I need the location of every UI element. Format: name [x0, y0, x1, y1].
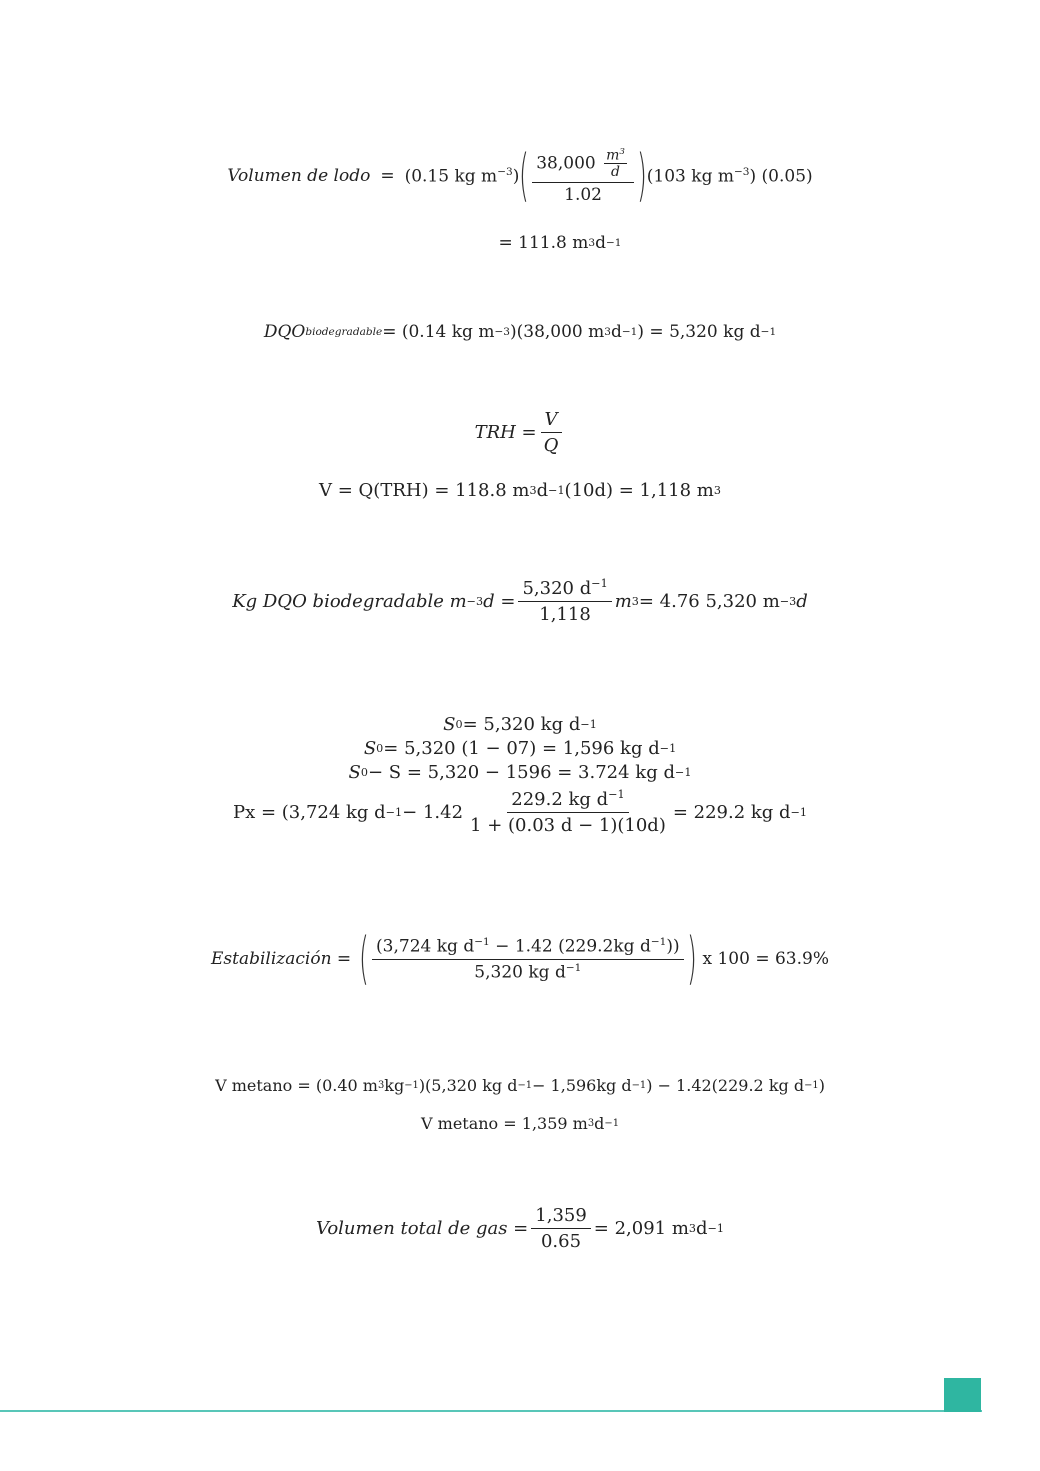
eq-volumen-lodo [0, 140, 1040, 212]
eq9-fraction: $\frac{1,359}{0.65}$ [531, 1205, 591, 1252]
eq7-left-paren: ( [359, 926, 370, 991]
eq1-factor2: (103 kg $m^{-3}$) (0.05) [646, 165, 813, 187]
eq-v-metano-result: V metano = 1,359 m 3 d −1 [421, 1113, 619, 1133]
eq1-right-paren: ) [636, 143, 647, 208]
eq-px: Px = (3,724 kg d −1 − 1.42 $\frac{229.2 kg d^{-1}}{1 + (0.03 d - 1)(10d)}$ = 229.2 kg d −1 [232, 788, 808, 836]
eq3-fraction: $\frac{V}{Q}$ [540, 409, 563, 456]
eq7-right-paren: ) [686, 926, 697, 991]
eq-s0-c: S 0 − S = 5,320 − 1596 = 3.724 kg d −1 [348, 761, 692, 783]
footer-page-marker [944, 1378, 981, 1412]
eq-s0-a: S 0 = 5,320 kg d −1 [443, 713, 597, 735]
eq-estabilizacion: Estabilización = ( $\frac{(3,724 kg d^{-1} - 1.42 (229.2kg d^{-1}))}{5,320 kg d^{-1}}$ ) x 100 = 63.9% [211, 926, 829, 991]
eq-volume: V = Q(TRH) = 118.8 m 3 d −1 (10d) = 1,118 m 3 [319, 479, 721, 501]
eq-s0-b: S 0 = 5,320 (1 − 07) = 1,596 kg d −1 [363, 737, 677, 759]
eq-volumen-total-gas: Volumen total de gas = $\frac{1,359}{0.65}$ = 2,091 m 3 d −1 [315, 1204, 725, 1252]
eq6-fraction: $\frac{229.2 kg d^{-1}}{1 + (0.03 d - 1)(10d)}$ [470, 788, 666, 836]
eq-kg-dqo: Kg DQO biodegradable m −3 d = $\frac{5,320 d^{-1}}{1,118}$ m 3 = 4.76 5,320 m −3 d [232, 577, 808, 625]
eq-trh: TRH = $\frac{V}{Q}$ [0, 404, 1040, 460]
eq1-unit-fraction: $\frac{m^3}{d}$ [606, 146, 625, 181]
eq1-numerator: 38,000 $\frac{m^3}{d}$ [532, 147, 634, 184]
eq1-denominator: 1.02 [564, 185, 602, 206]
eq1-factor1: (0.15 kg $m^{-3}$) [404, 165, 520, 187]
eq1-equals: = [380, 166, 395, 186]
eq1-left-paren: ( [519, 143, 530, 208]
eq-dqo-biodegradable: DQO biodegradable = (0.14 kg m −3 )(38,000 m 3 d −1 ) = 5,320 kg d −1 [263, 322, 777, 342]
eq1-fraction [532, 147, 634, 206]
eq-volumen-lodo-result: = 111.8 m 3 d −1 [498, 233, 622, 253]
eq-v-metano: V metano = (0.40 m 3 kg −1 )(5,320 kg d −1 − 1,596kg d −1 ) − 1.42(229.2 kg d −1 ) [215, 1075, 825, 1095]
eq5-fraction: $\frac{5,320 d^{-1}}{1,118}$ [518, 577, 611, 625]
footer-rule [0, 1410, 982, 1412]
eq1-lhs: Volumen de lodo [227, 166, 371, 186]
eq7-fraction: $\frac{(3,724 kg d^{-1} - 1.42 (229.2kg d^{-1}))}{5,320 kg d^{-1}}$ [372, 936, 684, 982]
